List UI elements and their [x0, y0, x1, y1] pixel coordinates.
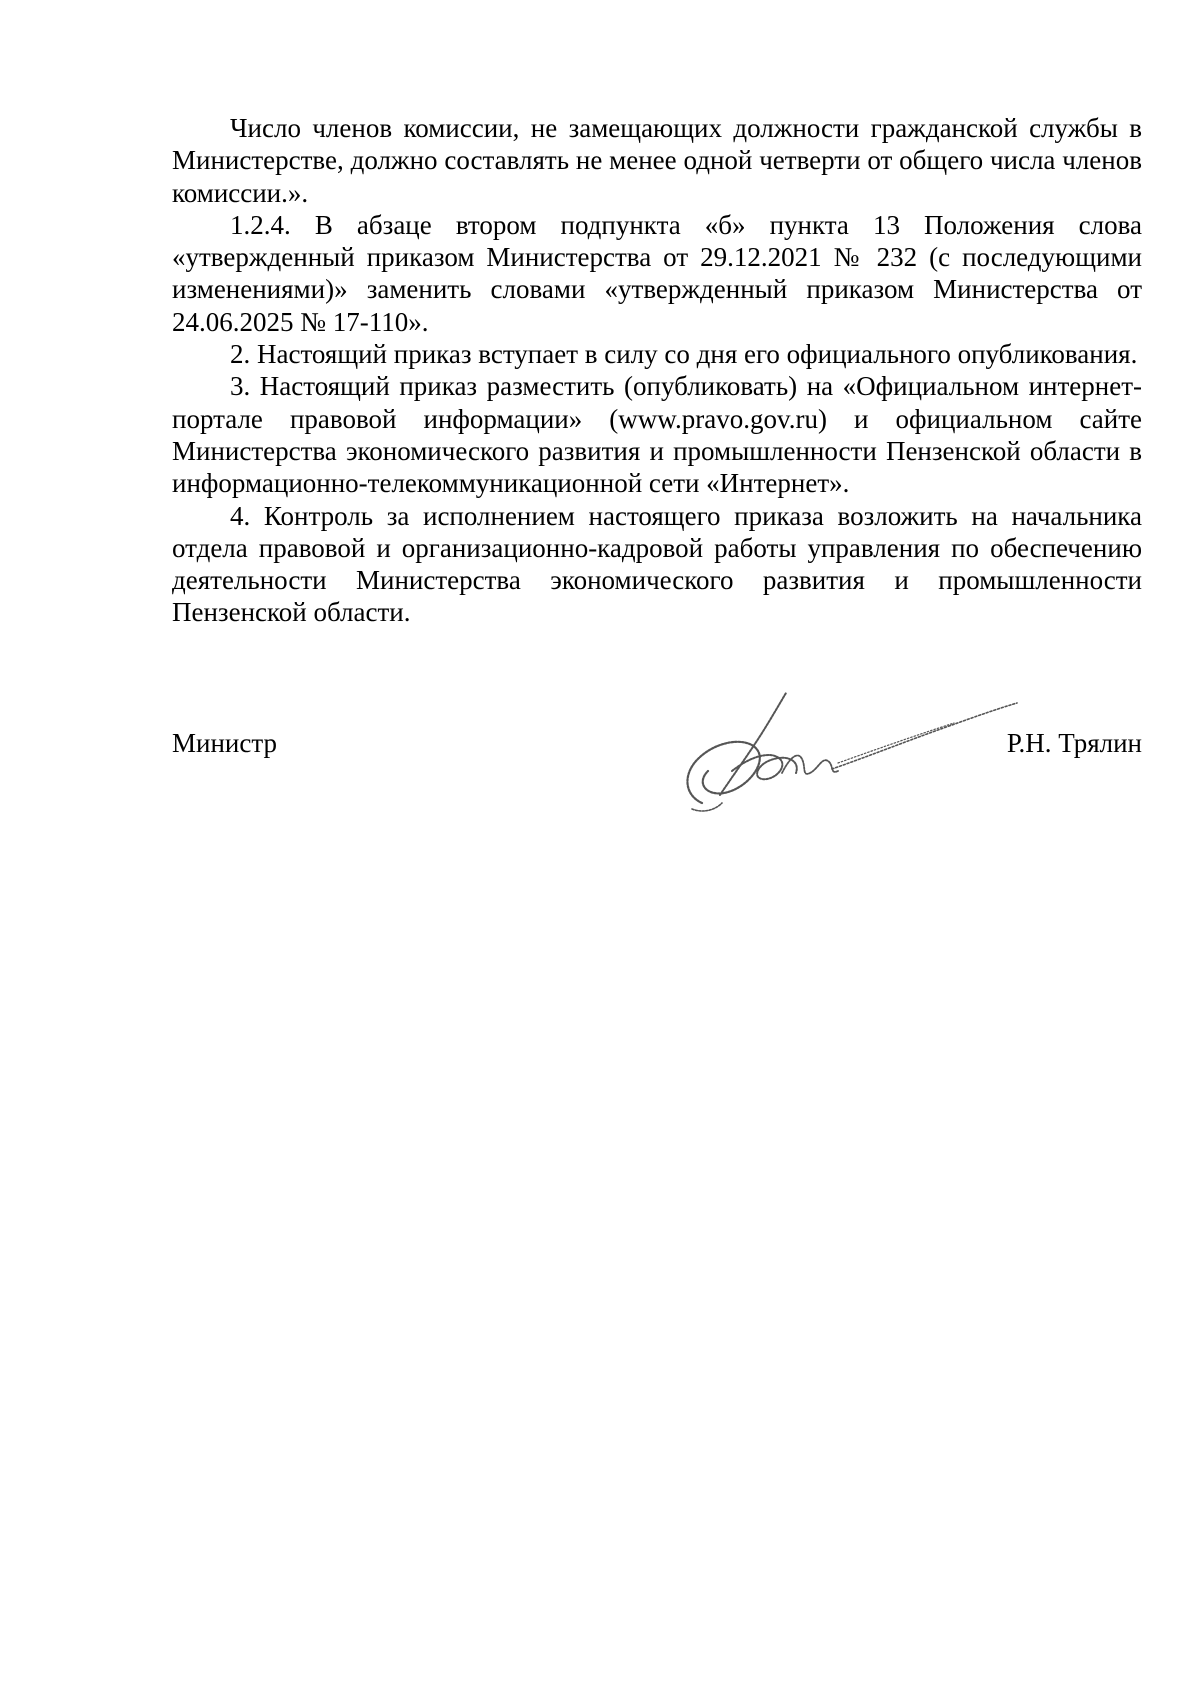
paragraph-item-1-2-4: 1.2.4. В абзаце втором подпункта «б» пункта 13 Положения слова «утвержденный приказом Министерства от 29.12.2021 № 232 (с последующими изменениями)» заменить словами «утвержденный приказом Министерства от 24.06.2025 № 17-110».	[172, 209, 1142, 337]
signature-block	[172, 727, 1142, 837]
paragraph-item-2: 2. Настоящий приказ вступает в силу со дня его официального опубликования.	[230, 339, 1138, 370]
paragraph-item-4: 4. Контроль за исполнением настоящего приказа возложить на начальника отдела правовой и организационно-кадровой работы управления по обеспечению деятельности Министерства экономического развития и промышленности Пензенской области.	[172, 500, 1142, 628]
paragraph-item-3: 3. Настоящий приказ разместить (опубликовать) на «Официальном интернет-портале правовой информации» (www.pravo.gov.ru) и официальном сайте Министерства экономического развития и промышленности Пензенской области в информационно-телекоммуникационной сети «Интернет».	[172, 371, 1142, 499]
handwritten-signature	[662, 685, 1042, 815]
signatory-title: Министр	[172, 728, 277, 758]
document-body	[172, 112, 1142, 629]
paragraph-commission-composition: Число членов комиссии, не замещающих должности гражданской службы в Министерстве, должно составлять не менее одной четверти от общего числа членов комиссии.».	[172, 113, 1142, 208]
signatory-name: Р.Н. Трялин	[1006, 728, 1142, 758]
